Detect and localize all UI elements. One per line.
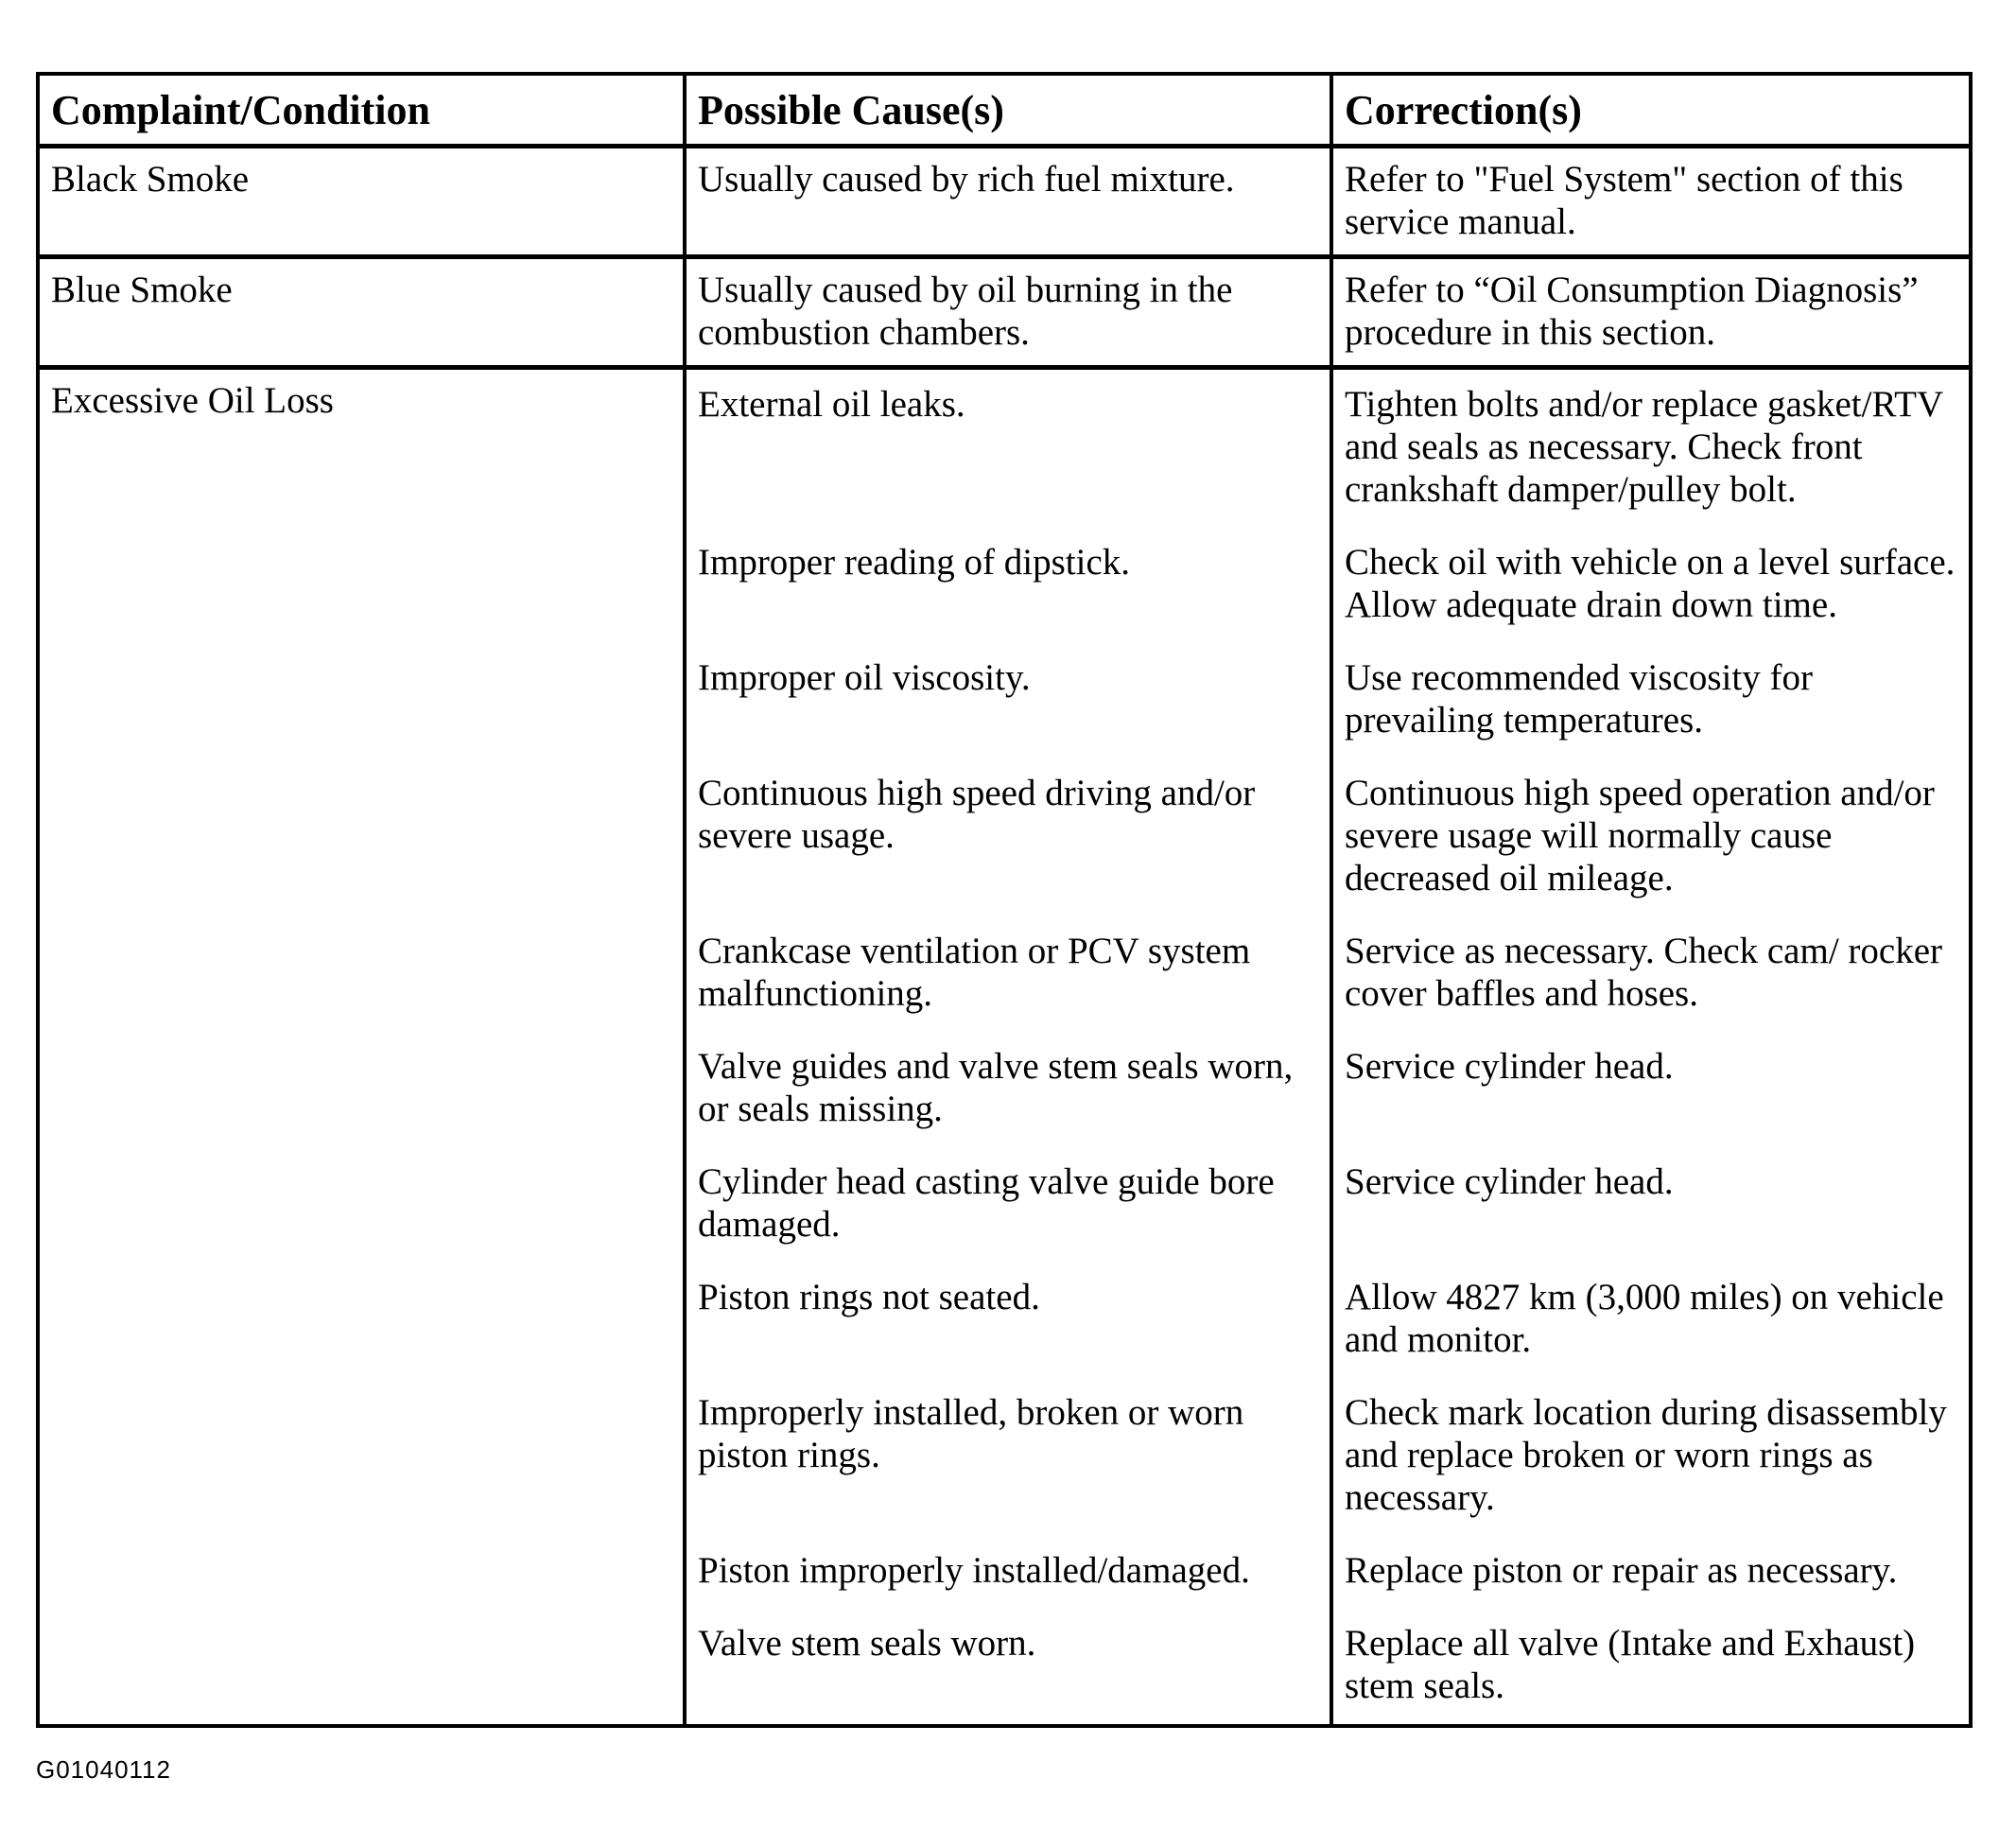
correction-cell: Use recommended viscosity for prevailing temperatures. [1331,643,1971,758]
cause-cell: Usually caused by rich fuel mixture. [685,147,1331,257]
cause-cell: Valve guides and valve stem seals worn, or seals missing. [685,1032,1331,1147]
correction-cell: Service cylinder head. [1331,1032,1971,1147]
table-row [38,147,1971,257]
cause-cell: Cylinder head casting valve guide bore damaged. [685,1147,1331,1263]
condition-cell: Excessive Oil Loss [38,368,685,1727]
cause-cell: Improperly installed, broken or worn piston rings. [685,1378,1331,1536]
cause-cell: Piston rings not seated. [685,1263,1331,1378]
condition-cell: Black Smoke [38,147,685,257]
cause-cell: Piston improperly installed/damaged. [685,1536,1331,1609]
diagnosis-table [36,72,1973,1728]
correction-cell: Service as necessary. Check cam/ rocker cover baffles and hoses. [1331,916,1971,1032]
header-correction: Correction(s) [1331,74,1971,147]
cause-cell: Crankcase ventilation or PCV system malfunctioning. [685,916,1331,1032]
table-row [38,368,1971,529]
cause-cell: Improper oil viscosity. [685,643,1331,758]
table-row [38,257,1971,368]
table-header-row [38,74,1971,147]
header-cause: Possible Cause(s) [685,74,1331,147]
cause-cell: Improper reading of dipstick. [685,528,1331,643]
correction-cell: Check mark location during disassembly and replace broken or worn rings as necessary. [1331,1378,1971,1536]
correction-cell: Check oil with vehicle on a level surface. Allow adequate drain down time. [1331,528,1971,643]
cause-cell: Valve stem seals worn. [685,1609,1331,1726]
correction-cell: Replace piston or repair as necessary. [1331,1536,1971,1609]
correction-cell: Refer to “Oil Consumption Diagnosis” procedure in this section. [1331,257,1971,368]
correction-cell: Tighten bolts and/or replace gasket/RTV and seals as necessary. Check front crankshaft damper/pulley bolt. [1331,368,1971,529]
condition-cell: Blue Smoke [38,257,685,368]
correction-cell: Refer to "Fuel System" section of this service manual. [1331,147,1971,257]
cause-cell: External oil leaks. [685,368,1331,529]
figure-id: G01040112 [36,1755,171,1784]
correction-cell: Allow 4827 km (3,000 miles) on vehicle and monitor. [1331,1263,1971,1378]
cause-cell: Usually caused by oil burning in the combustion chambers. [685,257,1331,368]
header-condition: Complaint/Condition [38,74,685,147]
correction-cell: Service cylinder head. [1331,1147,1971,1263]
correction-cell: Replace all valve (Intake and Exhaust) stem seals. [1331,1609,1971,1726]
diagnosis-document [36,72,1969,1728]
correction-cell: Continuous high speed operation and/or severe usage will normally cause decreased oil mileage. [1331,758,1971,916]
cause-cell: Continuous high speed driving and/or severe usage. [685,758,1331,916]
